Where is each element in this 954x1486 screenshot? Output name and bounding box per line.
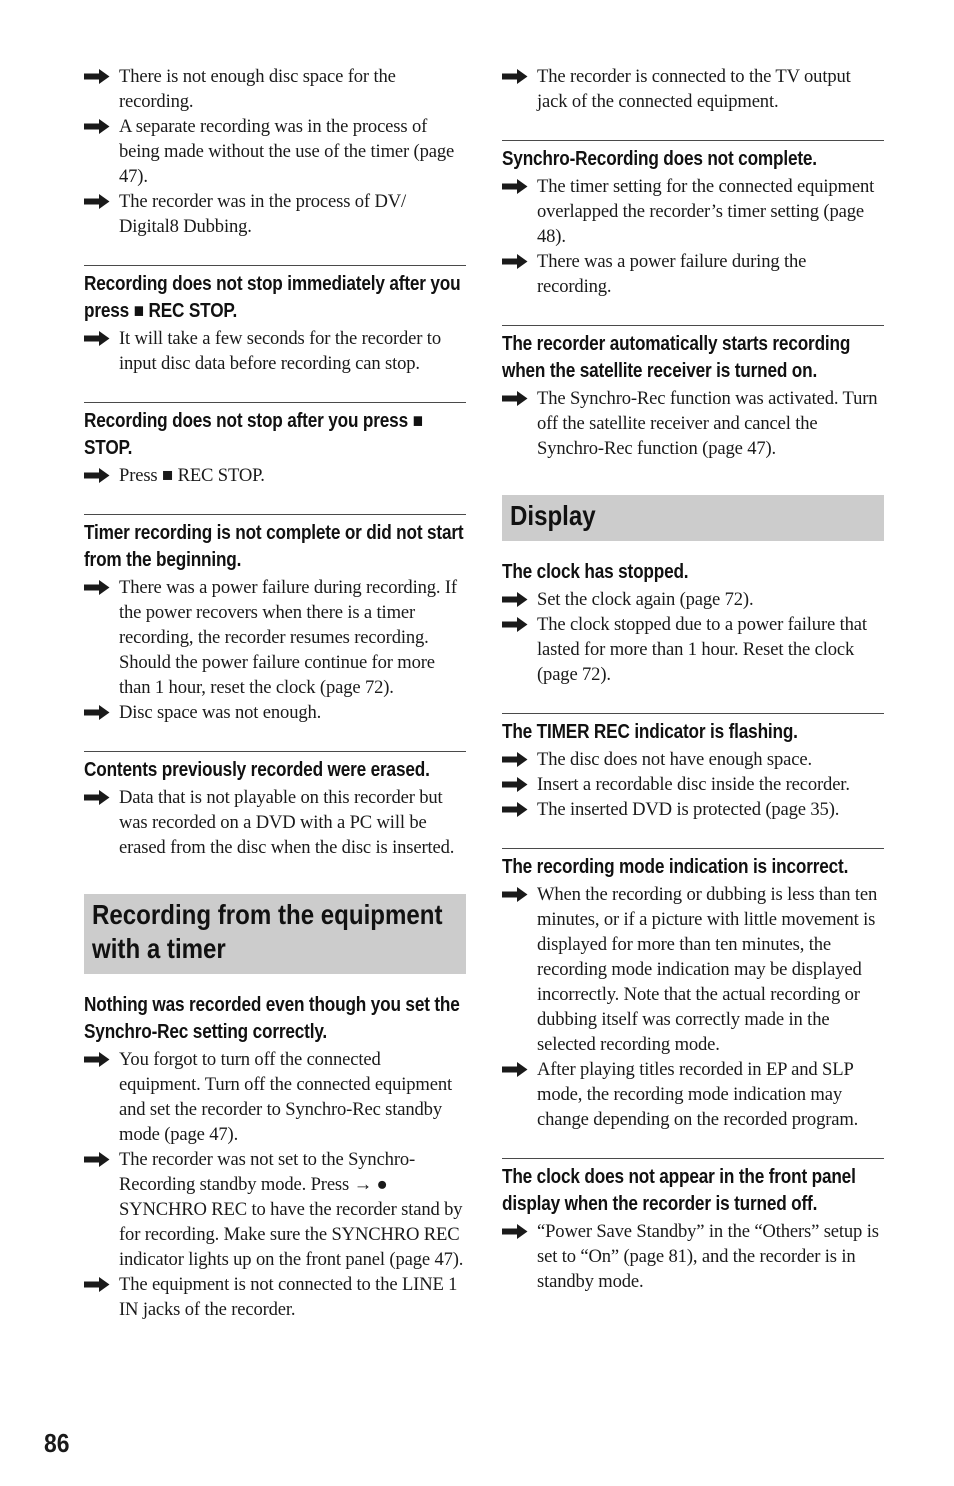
bullet-item: Press ■ REC STOP. bbox=[84, 463, 466, 488]
troubleshooting-entry bbox=[84, 751, 466, 886]
bullet-item: It will take a few seconds for the recorder to input disc data before recording can stop. bbox=[84, 326, 466, 376]
bullet-item: The recorder was not set to the Synchro-Recording standby mode. Press → ● SYNCHRO REC to have the recorder stand by for recording. Make sure the SYNCHRO REC indicator lights up on the front panel (page 47). bbox=[84, 1147, 466, 1272]
arrow-right-icon bbox=[84, 1052, 110, 1067]
bullet-item: The Synchro-Rec function was activated. Turn off the satellite receiver and cancel the Synchro-Rec function (page 47). bbox=[502, 386, 884, 461]
entry-title: Recording does not stop after you press ■ STOP. bbox=[84, 410, 423, 459]
bullet-item: There was a power failure during the recording. bbox=[502, 249, 884, 299]
arrow-right-icon bbox=[502, 617, 528, 632]
troubleshooting-entry bbox=[84, 514, 466, 751]
section-heading bbox=[84, 894, 466, 974]
arrow-right-icon bbox=[84, 1152, 110, 1167]
bullet-item: Set the clock again (page 72). bbox=[502, 587, 884, 612]
page-number: 86 bbox=[44, 1428, 70, 1458]
entry-title: The recorder automatically starts recording when the satellite receiver is turned on. bbox=[502, 333, 851, 382]
bullet-item: Insert a recordable disc inside the recorder. bbox=[502, 772, 884, 797]
arrow-right-icon bbox=[502, 1062, 528, 1077]
bullet-item: “Power Save Standby” in the “Others” setup is set to “On” (page 81), and the recorder is in standby mode. bbox=[502, 1219, 884, 1294]
bullet-item: The clock stopped due to a power failure that lasted for more than 1 hour. Reset the clock (page 72). bbox=[502, 612, 884, 687]
bullet-item: Data that is not playable on this recorder but was recorded on a DVD with a PC will be erased from the disc when the disc is inserted. bbox=[84, 785, 466, 860]
arrow-right-icon bbox=[502, 391, 528, 406]
continued-entry bbox=[502, 64, 884, 140]
left-column bbox=[84, 64, 466, 1348]
bullet-item: A separate recording was in the process of being made without the use of the timer (page 47). bbox=[84, 114, 466, 189]
arrow-right-icon bbox=[84, 468, 110, 483]
bullet-item: The inserted DVD is protected (page 35). bbox=[502, 797, 884, 822]
bullet-item: Disc space was not enough. bbox=[84, 700, 466, 725]
bullet-item: The timer setting for the connected equipment overlapped the recorder’s timer setting (page 48). bbox=[502, 174, 884, 249]
entry-title: The clock has stopped. bbox=[502, 561, 689, 583]
bullet-item: The equipment is not connected to the LINE 1 IN jacks of the recorder. bbox=[84, 1272, 466, 1322]
troubleshooting-entry bbox=[502, 559, 884, 713]
bullet-item: You forgot to turn off the connected equipment. Turn off the connected equipment and set the recorder to Synchro-Rec standby mode (page 47). bbox=[84, 1047, 466, 1147]
bullet-item: When the recording or dubbing is less than ten minutes, or if a picture with little movement is displayed for more than ten minutes, the recording mode indication may be displayed incorrectly. Note that the actual recording or dubbing itself was correctly made in the selected recording mode. bbox=[502, 882, 884, 1057]
bullet-item: The disc does not have enough space. bbox=[502, 747, 884, 772]
entry-title: The recording mode indication is incorrect. bbox=[502, 856, 849, 878]
section-title: Display bbox=[510, 500, 596, 531]
arrow-right-icon bbox=[502, 69, 528, 84]
bullet-item: The recorder was in the process of DV/ Digital8 Dubbing. bbox=[84, 189, 466, 239]
troubleshooting-entry bbox=[502, 325, 884, 487]
arrow-right-icon bbox=[502, 179, 528, 194]
continued-entry bbox=[84, 64, 466, 265]
arrow-right-icon bbox=[502, 254, 528, 269]
arrow-right-icon bbox=[502, 802, 528, 817]
troubleshooting-entry bbox=[84, 992, 466, 1348]
arrow-right-icon bbox=[502, 887, 528, 902]
troubleshooting-entry bbox=[84, 402, 466, 514]
bullet-item: The recorder is connected to the TV output jack of the connected equipment. bbox=[502, 64, 884, 114]
section-heading bbox=[502, 495, 884, 541]
troubleshooting-entry bbox=[502, 140, 884, 325]
entry-title: Recording does not stop immediately after you press ■ REC STOP. bbox=[84, 273, 461, 322]
section-title: Recording from the equipment with a timer bbox=[92, 899, 443, 964]
troubleshooting-entry bbox=[502, 848, 884, 1158]
arrow-right-icon bbox=[84, 1277, 110, 1292]
bullet-item: After playing titles recorded in EP and SLP mode, the recording mode indication may change depending on the recorded program. bbox=[502, 1057, 884, 1132]
arrow-right-icon bbox=[84, 580, 110, 595]
entry-title: Timer recording is not complete or did not start from the beginning. bbox=[84, 522, 464, 571]
entry-title: The TIMER REC indicator is flashing. bbox=[502, 721, 798, 743]
arrow-right-icon bbox=[84, 69, 110, 84]
arrow-right-icon bbox=[84, 705, 110, 720]
entry-title: Synchro-Recording does not complete. bbox=[502, 148, 817, 170]
arrow-right-icon bbox=[502, 777, 528, 792]
right-column bbox=[502, 64, 884, 1320]
bullet-item: There is not enough disc space for the recording. bbox=[84, 64, 466, 114]
entry-title: The clock does not appear in the front panel display when the recorder is turned off. bbox=[502, 1166, 856, 1215]
arrow-right-icon bbox=[502, 1224, 528, 1239]
troubleshooting-entry bbox=[502, 1158, 884, 1320]
arrow-right-icon bbox=[84, 194, 110, 209]
troubleshooting-entry bbox=[84, 265, 466, 402]
arrow-right-icon bbox=[84, 331, 110, 346]
bullet-item: There was a power failure during recording. If the power recovers when there is a timer recording, the recorder resumes recording. Should the power failure continue for more than 1 hour, reset the clock (page 72). bbox=[84, 575, 466, 700]
arrow-right-icon bbox=[84, 119, 110, 134]
arrow-right-icon bbox=[502, 752, 528, 767]
troubleshooting-entry bbox=[502, 713, 884, 848]
entry-title: Contents previously recorded were erased. bbox=[84, 759, 430, 781]
arrow-right-icon bbox=[84, 790, 110, 805]
arrow-right-icon bbox=[502, 592, 528, 607]
entry-title: Nothing was recorded even though you set the Synchro-Rec setting correctly. bbox=[84, 994, 460, 1043]
